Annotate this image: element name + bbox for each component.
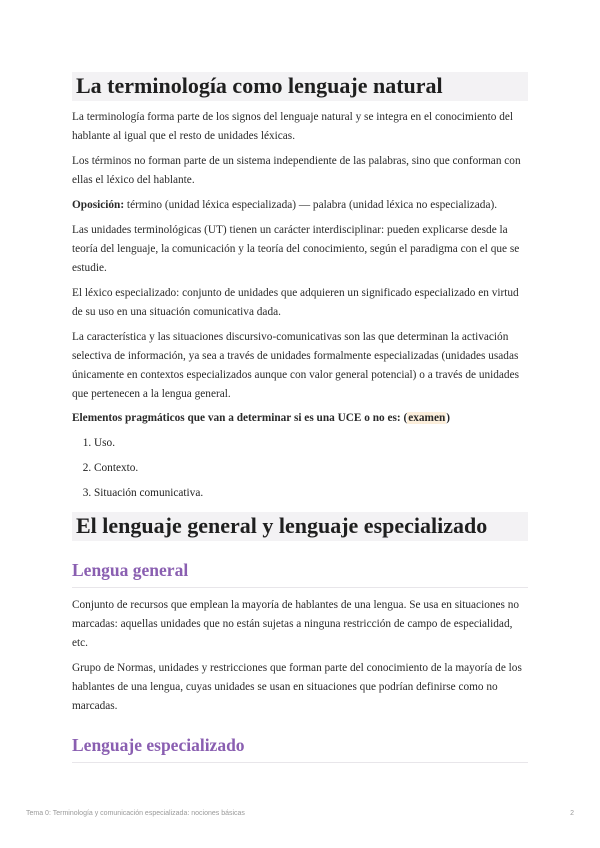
paragraph (72, 196, 528, 215)
paragraph: Las unidades terminológicas (UT) tienen un carácter interdisciplinar: pueden explicarse desde la teoría del lenguaje, la comunicación y la teoría del conocimiento, según el paradigma con el que se estudie. (72, 224, 520, 274)
paragraph: Los términos no forman parte de un sistema independiente de las palabras, sino que conforman con ellas el léxico del hablante. (72, 155, 521, 186)
list-item: 3. Situación comunicativa. (94, 484, 528, 503)
footer-title: Tema 0: Terminología y comunicación especializada: nociones básicas (26, 810, 245, 817)
paragraph: La característica y las situaciones discursivo-comunicativas son las que determinan la activación selectiva de información, ya sea a través de unidades formalmente especializadas (unidades usadas únicamente en contextos especializados aunque con valor general potencial) o a través de unidades que pertenecen a la lengua general. (72, 331, 519, 400)
paragraph: Conjunto de recursos que emplean la mayoría de hablantes de una lengua. Se usa en situaciones no marcadas: aquellas unidades que no están sujetas a ninguna restricción de campo de especialidad, etc. (72, 599, 520, 649)
subsection-title: Lenguaje especializado (72, 734, 528, 763)
page-footer (26, 810, 574, 817)
section-title: La terminología como lenguaje natural (72, 72, 528, 101)
paragraph (72, 409, 528, 428)
paragraph: Grupo de Normas, unidades y restricciones que forman parte del conocimiento de la mayoría de los hablantes de una lengua, cuyas unidades se usan en situaciones que podrían definirse como no marcadas. (72, 662, 522, 712)
paragraph: El léxico especializado: conjunto de unidades que adquieren un significado especializado en virtud de su uso en una situación comunicativa dada. (72, 287, 519, 318)
section-lenguaje (72, 512, 528, 763)
highlight-exam: examen (408, 412, 446, 424)
bold-text: ) (446, 412, 451, 424)
subsection-title: Lengua general (72, 559, 528, 588)
section-title: El lenguaje general y lenguaje especializado (72, 512, 528, 541)
list-item: 1. Uso. (94, 434, 528, 453)
paragraph-text: término (unidad léxica especializada) — palabra (unidad léxica no especializada). (124, 199, 498, 211)
bold-label: Oposición: (72, 199, 125, 211)
paragraph: La terminología forma parte de los signos del lenguaje natural y se integra en el conocimiento del hablante al igual que el resto de unidades léxicas. (72, 111, 514, 142)
section-terminologia (72, 72, 528, 503)
bold-text: Elementos pragmáticos que van a determinar si es una UCE o no es: ( (72, 412, 408, 424)
page-number: 2 (570, 810, 574, 817)
list-item: 2. Contexto. (94, 459, 528, 478)
numbered-list (72, 434, 528, 503)
